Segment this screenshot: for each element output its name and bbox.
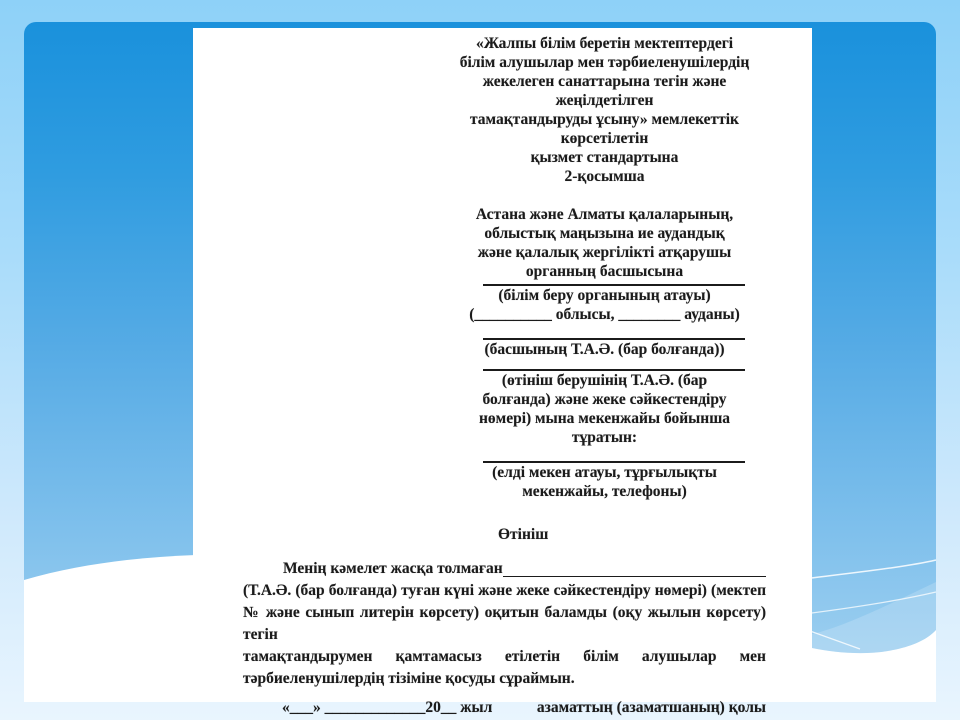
org-name-caption: (білім беру органының атауы): [498, 287, 711, 304]
address-caption-line: (елді мекен атауы, тұрғылықты: [492, 464, 717, 481]
addressee-line: және қалалық жергілікті атқарушы: [477, 244, 732, 261]
body-line-2: (Т.А.Ә. (бар болғанда) туған күні және жеке сәйкестендіру нөмері) (мектеп: [243, 582, 766, 599]
applicant-caption-line: тұратын:: [571, 429, 638, 446]
body-line-4: тамақтандырумен қамтамасыз етілетін білім алушылар мен: [243, 648, 766, 665]
wave-wash-bottom-right: [812, 582, 936, 653]
signature-label: азаматтың (азаматшаның) қолы: [536, 699, 766, 716]
body-line-1: [243, 558, 766, 580]
addressee-line: органның басшысына: [525, 263, 684, 280]
appendix-number: 2-қосымша: [564, 168, 645, 185]
blank-line: [442, 186, 767, 205]
document-content: [193, 28, 812, 719]
body-line-3: № және сынып литерін көрсету) оқитын баламды (оқу жылын көрсету) тегін: [243, 604, 766, 643]
appendix-reference-block: [442, 34, 767, 186]
date-field: «___» _____________20__ жыл: [282, 699, 493, 716]
addressee-line: Астана және Алматы қалаларының,: [475, 206, 734, 223]
fill-in-line-child-name: [503, 558, 766, 577]
title-line: «Жалпы білім беретін мектептердегі: [475, 35, 734, 52]
address-caption-line: мекенжайы, телефоны): [522, 483, 687, 500]
application-body-paragraph: [243, 558, 766, 690]
title-line: қызмет стандартына: [530, 149, 679, 166]
wave-line-upper: [804, 560, 936, 579]
addressee-block: [442, 205, 767, 281]
document-right-column: [442, 34, 767, 544]
org-region-caption: (__________ облысы, ________ ауданы): [469, 306, 740, 323]
title-line: көрсетілетін: [560, 130, 649, 147]
applicant-caption-line: нөмері) мына мекенжайы бойынша: [478, 410, 731, 427]
title-line: тамақтандыруды ұсыну» мемлекеттік: [469, 111, 739, 128]
addressee-line: облыстық маңызына ие аудандық: [484, 225, 725, 242]
applicant-caption-block: [442, 371, 767, 447]
title-line: жекелеген санаттарына тегін және: [482, 73, 727, 90]
body-line-5: тәрбиеленушілердің тізіміне қосуды сұраймын.: [243, 670, 575, 687]
applicant-caption-line: болғанда) және жеке сәйкестендіру: [482, 391, 727, 408]
wave-curve-bottom-left: [24, 555, 196, 702]
head-name-caption: (басшының Т.А.Ә. (бар болғанда)): [484, 341, 725, 358]
document-page: [193, 28, 812, 716]
body-line-1-text: Менің кәмелет жасқа толмаған: [283, 560, 503, 577]
slide-panel: [24, 22, 936, 716]
date-signature-row: [282, 697, 766, 719]
title-line: жеңілдетілген: [555, 92, 654, 109]
address-caption-block: [442, 463, 767, 501]
application-heading: Өтініш: [498, 526, 549, 543]
title-line: білім алушылар мен тәрбиеленушілердің: [459, 54, 750, 71]
applicant-caption-line: (өтініш берушінің Т.А.Ә. (бар: [501, 372, 708, 389]
